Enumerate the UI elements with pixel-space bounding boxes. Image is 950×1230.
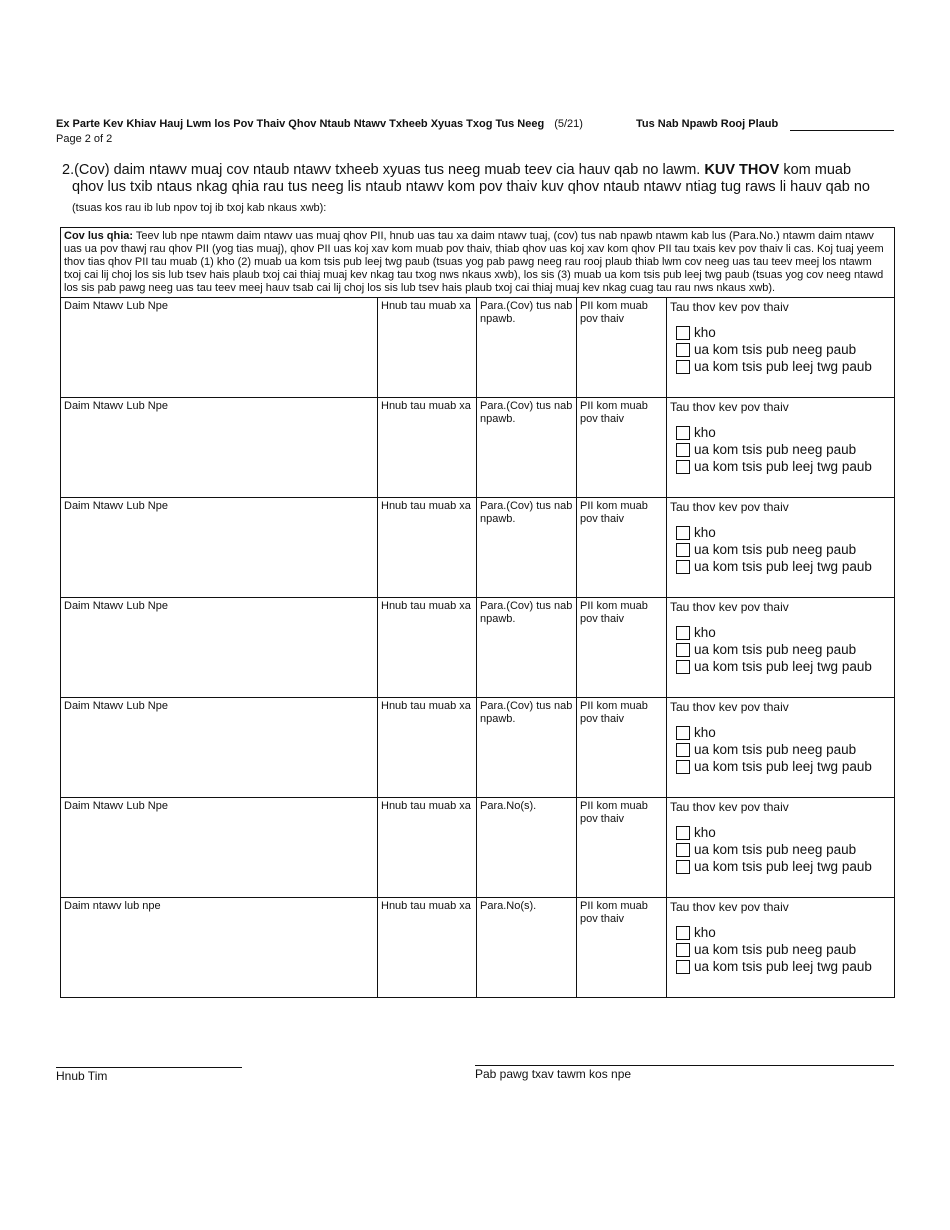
pii-cell[interactable] [577,898,667,998]
pii-label: PII kom muab pov thaiv [580,700,648,725]
pii-cell[interactable] [577,698,667,798]
option-confidential-label: ua kom tsis pub neeg paub [694,542,857,557]
date-filed-label: Hnub tau muab xa [381,400,471,412]
paragraph-number-label: Para.(Cov) tus nab npawb. [480,700,573,725]
protection-options-title: Tau thov kev pov thaiv [670,800,789,814]
paragraph-number-label: Para.(Cov) tus nab npawb. [480,600,573,625]
document-name-cell[interactable] [61,398,378,498]
table-row [61,398,895,498]
option-redact-label: kho [694,925,716,940]
table-row [61,798,895,898]
request-line-2: qhov lus txib ntaus nkag qhia rau tus neeg lis ntaub ntawv kom pov thaiv kuv qhov ntaub ntawv ntiag tug raws li hauv qab no [72,179,870,195]
date-filed-label: Hnub tau muab xa [381,500,471,512]
checkbox-icon[interactable] [676,343,690,357]
date-filed-label: Hnub tau muab xa [381,900,471,912]
case-number-label: Tus Nab Npawb Rooj Plaub [636,118,779,130]
option-confidential-label: ua kom tsis pub neeg paub [694,642,857,657]
signature-label: Pab pawg txav tawm kos npe [475,1067,632,1081]
protection-options-cell [667,798,895,898]
checkbox-icon[interactable] [676,443,690,457]
date-filed-label: Hnub tau muab xa [381,300,471,312]
option-confidential[interactable] [670,441,891,458]
instructions-cell [61,228,895,298]
document-name-cell[interactable] [61,798,378,898]
protection-options-cell [667,898,895,998]
option-confidential[interactable] [670,641,891,658]
checkbox-icon[interactable] [676,843,690,857]
checkbox-icon[interactable] [676,460,690,474]
checkbox-icon[interactable] [676,743,690,757]
option-confidential[interactable] [670,541,891,558]
protection-options-title: Tau thov kev pov thaiv [670,700,789,714]
paragraph-number-label: Para.(Cov) tus nab npawb. [480,300,573,325]
document-name-cell[interactable] [61,898,378,998]
document-name-label: Daim Ntawv Lub Npe [64,700,168,712]
document-name-cell[interactable] [61,698,378,798]
table-row [61,898,895,998]
option-sealed-label: ua kom tsis pub leej twg paub [694,959,872,974]
pii-label: PII kom muab pov thaiv [580,900,648,925]
paragraph-number-label: Para.No(s). [480,800,537,812]
option-confidential[interactable] [670,841,891,858]
document-name-label: Daim Ntawv Lub Npe [64,600,168,612]
date-filed-cell[interactable] [378,698,477,798]
request-line-1 [62,162,902,179]
pii-label: PII kom muab pov thaiv [580,400,648,425]
checkbox-icon[interactable] [676,726,690,740]
pii-cell[interactable] [577,498,667,598]
option-sealed[interactable] [670,458,891,475]
signature-line[interactable] [475,1065,894,1066]
option-sealed[interactable] [670,858,891,875]
date-label: Hnub Tim [56,1069,108,1083]
pii-label: PII kom muab pov thaiv [580,300,648,325]
option-redact-label: kho [694,825,716,840]
pii-label: PII kom muab pov thaiv [580,600,648,625]
protection-options-cell [667,298,895,398]
option-confidential[interactable] [670,341,891,358]
protection-options-cell [667,598,895,698]
option-confidential[interactable] [670,941,891,958]
form-title [56,118,583,130]
request-emphasis: KUV THOV [704,162,780,178]
option-redact-label: kho [694,525,716,540]
request-line-1-tail: kom muab [779,162,852,178]
document-name-cell[interactable] [61,498,378,598]
paragraph-number-cell[interactable] [477,598,577,698]
checkbox-icon[interactable] [676,643,690,657]
pii-request-table [60,227,895,998]
request-line-1-text: 2.(Cov) daim ntawv muaj cov ntaub ntawv txheeb xyuas tus neeg muab teev cia hauv qab no lawm. [62,162,705,178]
checkbox-icon[interactable] [676,560,690,574]
checkbox-icon[interactable] [676,526,690,540]
table-row [61,698,895,798]
option-sealed[interactable] [670,358,891,375]
option-confidential-label: ua kom tsis pub neeg paub [694,442,857,457]
protection-options-title: Tau thov kev pov thaiv [670,300,789,314]
table-row [61,298,895,398]
date-filed-cell[interactable] [378,598,477,698]
protection-options-title: Tau thov kev pov thaiv [670,900,789,914]
protection-options-title: Tau thov kev pov thaiv [670,600,789,614]
option-sealed-label: ua kom tsis pub leej twg paub [694,359,872,374]
checkbox-icon[interactable] [676,360,690,374]
paragraph-number-label: Para.(Cov) tus nab npawb. [480,500,573,525]
protection-options-cell [667,398,895,498]
protection-options-title: Tau thov kev pov thaiv [670,400,789,414]
date-filed-cell[interactable] [378,898,477,998]
form-revision: (5/21) [554,118,583,130]
date-filed-cell[interactable] [378,398,477,498]
request-statement [62,162,902,217]
case-number-field[interactable] [790,130,894,131]
checkbox-icon[interactable] [676,926,690,940]
pii-label: PII kom muab pov thaiv [580,800,648,825]
paragraph-number-cell[interactable] [477,898,577,998]
paragraph-number-cell[interactable] [477,698,577,798]
instructions-text: Teev lub npe ntawm daim ntawv uas muaj qhov PII, hnub uas tau xa daim ntawv tuaj, (cov) tus nab npawb ntawm kab lus (Para.No.) ntawm daim ntawv uas ua pov thawj rau qhov PII (yog tias muaj), qhov PII uas koj xav kom muab pov thaiv, thiab qhov uas koj xav kom qhov PII tau txais kev pov thaiv li cas. Koj tuaj yeem thov tias qhov PII tau muab (1) kho (2) muab ua kom tsis pub leej twg paub (tsuas yog pab pawg neeg rau rooj plaub thiab lwm cov neeg uas tau teev meej los ntawm txoj cai lij choj los sis lub tsev hais plaub txoj cai thiaj muaj kev nkag tau txog nws nkaus xwb), los sis (3) muab ua kom tsis pub leej twg paub (tsuas yog cov neeg ntawd los sis pab pawg neeg uas tau teev meej hauv tsab cai lij choj los sis lub tsev hais plaub txoj cai thiaj muaj kev nkag cuag tau rau nws nkaus xwb). [64,230,884,294]
protection-options-cell [667,698,895,798]
table-row [61,498,895,598]
option-confidential-label: ua kom tsis pub neeg paub [694,742,857,757]
option-sealed-label: ua kom tsis pub leej twg paub [694,759,872,774]
document-name-cell[interactable] [61,298,378,398]
page-number: Page 2 of 2 [56,133,113,145]
checkbox-icon[interactable] [676,426,690,440]
checkbox-icon[interactable] [676,326,690,340]
protection-options-cell [667,498,895,598]
request-line-3: (tsuas kos rau ib lub npov toj ib txoj kab nkaus xwb): [72,202,327,214]
option-redact-label: kho [694,625,716,640]
option-redact[interactable] [670,824,891,841]
option-redact[interactable] [670,724,891,741]
option-redact[interactable] [670,924,891,941]
date-filed-label: Hnub tau muab xa [381,600,471,612]
option-confidential-label: ua kom tsis pub neeg paub [694,342,857,357]
option-sealed[interactable] [670,658,891,675]
date-filed-label: Hnub tau muab xa [381,700,471,712]
paragraph-number-label: Para.(Cov) tus nab npawb. [480,400,573,425]
paragraph-number-label: Para.No(s). [480,900,537,912]
pii-cell[interactable] [577,598,667,698]
pii-cell[interactable] [577,298,667,398]
instructions-label: Cov lus qhia: [64,230,134,242]
option-sealed[interactable] [670,958,891,975]
option-redact-label: kho [694,325,716,340]
option-sealed-label: ua kom tsis pub leej twg paub [694,659,872,674]
option-redact-label: kho [694,725,716,740]
option-sealed-label: ua kom tsis pub leej twg paub [694,559,872,574]
document-name-label: Daim Ntawv Lub Npe [64,300,168,312]
paragraph-number-cell[interactable] [477,798,577,898]
pii-cell[interactable] [577,398,667,498]
table-row [61,598,895,698]
document-name-cell[interactable] [61,598,378,698]
pii-label: PII kom muab pov thaiv [580,500,648,525]
checkbox-icon[interactable] [676,543,690,557]
checkbox-icon[interactable] [676,943,690,957]
option-redact[interactable] [670,324,891,341]
paragraph-number-cell[interactable] [477,498,577,598]
document-name-label: Daim Ntawv Lub Npe [64,400,168,412]
checkbox-icon[interactable] [676,660,690,674]
document-name-label: Daim ntawv lub npe [64,900,161,912]
date-filed-cell[interactable] [378,798,477,898]
option-sealed[interactable] [670,558,891,575]
pii-cell[interactable] [577,798,667,898]
option-sealed[interactable] [670,758,891,775]
checkbox-icon[interactable] [676,626,690,640]
checkbox-icon[interactable] [676,760,690,774]
form-title-text: Ex Parte Kev Khiav Hauj Lwm los Pov Thaiv Qhov Ntaub Ntawv Txheeb Xyuas Txog Tus Neeg [56,118,545,130]
option-redact-label: kho [694,425,716,440]
date-filed-label: Hnub tau muab xa [381,800,471,812]
option-confidential[interactable] [670,741,891,758]
option-confidential-label: ua kom tsis pub neeg paub [694,942,857,957]
checkbox-icon[interactable] [676,860,690,874]
option-redact[interactable] [670,424,891,441]
date-line[interactable] [56,1067,242,1068]
checkbox-icon[interactable] [676,960,690,974]
option-redact[interactable] [670,524,891,541]
document-name-label: Daim Ntawv Lub Npe [64,800,168,812]
document-name-label: Daim Ntawv Lub Npe [64,500,168,512]
option-redact[interactable] [670,624,891,641]
option-sealed-label: ua kom tsis pub leej twg paub [694,459,872,474]
paragraph-number-cell[interactable] [477,398,577,498]
option-sealed-label: ua kom tsis pub leej twg paub [694,859,872,874]
option-confidential-label: ua kom tsis pub neeg paub [694,842,857,857]
checkbox-icon[interactable] [676,826,690,840]
protection-options-title: Tau thov kev pov thaiv [670,500,789,514]
date-filed-cell[interactable] [378,298,477,398]
date-filed-cell[interactable] [378,498,477,598]
paragraph-number-cell[interactable] [477,298,577,398]
